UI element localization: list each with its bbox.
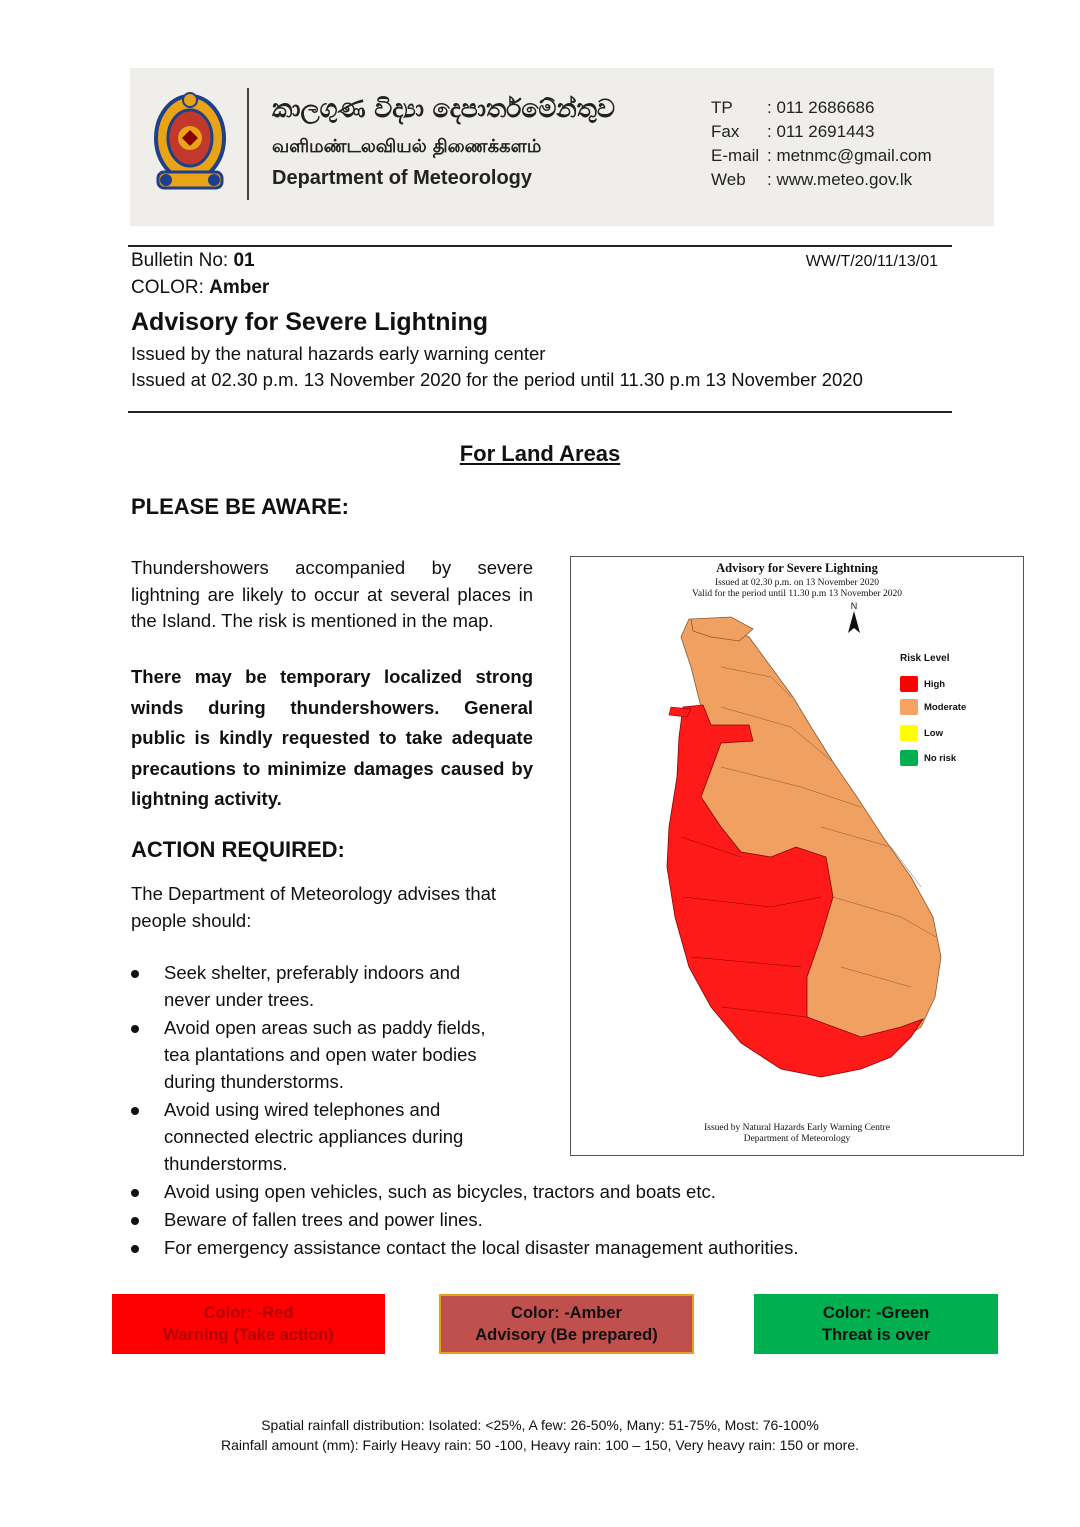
bulletin-number <box>131 250 255 272</box>
list-item-text: Seek shelter, preferably indoors and never under trees. <box>164 962 461 1010</box>
color-code-amber <box>439 1294 694 1354</box>
sri-lanka-map-icon <box>571 557 1023 1155</box>
legend-label: No risk <box>924 752 957 764</box>
map-valid: Valid for the period until 11.30 p.m 13 November 2020 <box>692 589 902 599</box>
legend-label: High <box>924 678 946 690</box>
bulletin-number-label: Bulletin No: <box>131 250 234 271</box>
bullet-icon <box>131 970 139 978</box>
bullet-icon <box>131 1189 139 1197</box>
color-code-red <box>112 1294 385 1354</box>
legend-label: Low <box>924 727 943 739</box>
color-code-green <box>754 1294 998 1354</box>
bulletin-number-value: 01 <box>233 250 255 271</box>
contact-value: : 011 2686686 <box>767 98 875 117</box>
footer-rainfall-amount: Rainfall amount (mm): Fairly Heavy rain: 50 -100, Heavy rain: 100 – 150, Very heavy rain: 150 or more. <box>220 1437 860 1453</box>
bulletin-color-value: Amber <box>209 277 270 298</box>
contact-row <box>711 168 932 192</box>
list-item <box>131 960 511 1014</box>
list-item-text: Avoid open areas such as paddy fields, tea plantations and open water bodies during thunderstorms. <box>164 1017 486 1092</box>
contact-value: : 011 2691443 <box>767 122 875 141</box>
issued-at: Issued at 02.30 p.m. 13 November 2020 for the period until 11.30 p.m 13 November 2020 <box>131 369 863 390</box>
bulletin-color-label: COLOR: <box>131 277 210 298</box>
list-item <box>131 1179 798 1206</box>
top-rule <box>128 245 952 247</box>
legend-title: Risk Level <box>900 653 950 664</box>
contact-key: TP <box>711 98 733 117</box>
legend-item-low <box>900 725 943 741</box>
bullet-icon <box>131 1217 139 1225</box>
department-name-tamil: வளிமண்டலவியல் திணைக்களம் <box>272 136 542 157</box>
letterhead <box>130 68 994 226</box>
bullet-icon <box>131 1245 139 1253</box>
bullet-icon <box>131 1107 139 1115</box>
map-footer-line2: Department of Meteorology <box>743 1134 851 1144</box>
bullet-icon <box>131 1025 139 1033</box>
list-item <box>131 1015 511 1095</box>
contact-website[interactable]: : www.meteo.gov.lk <box>767 170 913 189</box>
department-name-english: Department of Meteorology <box>272 167 533 189</box>
list-item-text: Beware of fallen trees and power lines. <box>164 1209 483 1231</box>
aware-heading: PLEASE BE AWARE: <box>131 494 349 519</box>
bulletin-reference: WW/T/20/11/13/01 <box>805 253 938 270</box>
action-heading: ACTION REQUIRED: <box>131 837 345 862</box>
list-item <box>131 1235 798 1262</box>
aware-bold-text: There may be temporary localized strong winds during thundershowers. General public is kindly requested to take adequate precautions to minimize damages caused by lightning activity. <box>131 666 533 809</box>
advisory-title: Advisory for Severe Lightning <box>131 308 489 336</box>
legend-swatch <box>900 725 918 741</box>
contact-key: E-mail <box>711 146 760 165</box>
issued-by: Issued by the natural hazards early warning center <box>131 343 546 364</box>
sri-lanka-emblem-icon <box>152 88 228 196</box>
color-code-title: Color: -Red <box>203 1304 294 1322</box>
contact-row <box>711 144 932 168</box>
color-code-title: Color: -Amber <box>511 1304 622 1322</box>
header-divider <box>247 88 249 200</box>
color-code-title: Color: -Green <box>822 1304 930 1322</box>
risk-map <box>570 556 1024 1156</box>
contact-row <box>711 96 932 120</box>
legend-label: Moderate <box>924 701 967 713</box>
color-code-meaning: Warning (Take action) <box>163 1326 334 1344</box>
contact-key: Web <box>711 170 746 189</box>
legend-swatch <box>900 750 918 766</box>
list-item-text: For emergency assistance contact the local disaster management authorities. <box>164 1237 799 1259</box>
mannar-islet <box>669 707 691 717</box>
list-item <box>131 1097 511 1177</box>
map-issued: Issued at 02.30 p.m. on 13 November 2020 <box>714 578 880 588</box>
bulletin-color <box>131 277 269 299</box>
color-code-meaning: Advisory (Be prepared) <box>475 1326 658 1344</box>
color-code-meaning: Threat is over <box>821 1326 931 1344</box>
contact-key: Fax <box>711 122 740 141</box>
department-name-sinhala: කාලගුණ විද්‍යා දෙපාර්තමේන්තුව <box>272 94 615 123</box>
bottom-rule <box>128 411 952 413</box>
north-label: N <box>850 601 858 611</box>
legend-item-moderate <box>900 699 966 715</box>
list-item-text: Avoid using open vehicles, such as bicycles, tractors and boats etc. <box>164 1180 716 1202</box>
action-intro: The Department of Meteorology advises that people should: <box>131 883 497 931</box>
legend-swatch <box>900 676 918 692</box>
aware-text: Thundershowers accompanied by severe lightning are likely to occur at several places in the Island. The risk is mentioned in the map. <box>131 557 533 631</box>
legend-item-high <box>900 676 945 692</box>
contact-details <box>711 96 932 192</box>
contact-row <box>711 120 932 144</box>
list-item-text: Avoid using wired telephones and connected electric appliances during thunderstorms. <box>164 1098 464 1174</box>
legend-swatch <box>900 699 918 715</box>
list-item <box>131 1207 798 1234</box>
contact-email[interactable]: : metnmc@gmail.com <box>767 146 932 165</box>
section-heading <box>0 441 1080 467</box>
footer-rainfall-distribution: Spatial rainfall distribution: Isolated: <25%, A few: 26-50%, Many: 51-75%, Most: 76-100% <box>261 1417 819 1433</box>
map-footer-line1: Issued by Natural Hazards Early Warning Centre <box>704 1123 890 1133</box>
section-heading-text: For Land Areas <box>459 441 621 466</box>
map-title: Advisory for Severe Lightning <box>716 561 878 575</box>
legend-item-no-risk <box>900 750 956 766</box>
